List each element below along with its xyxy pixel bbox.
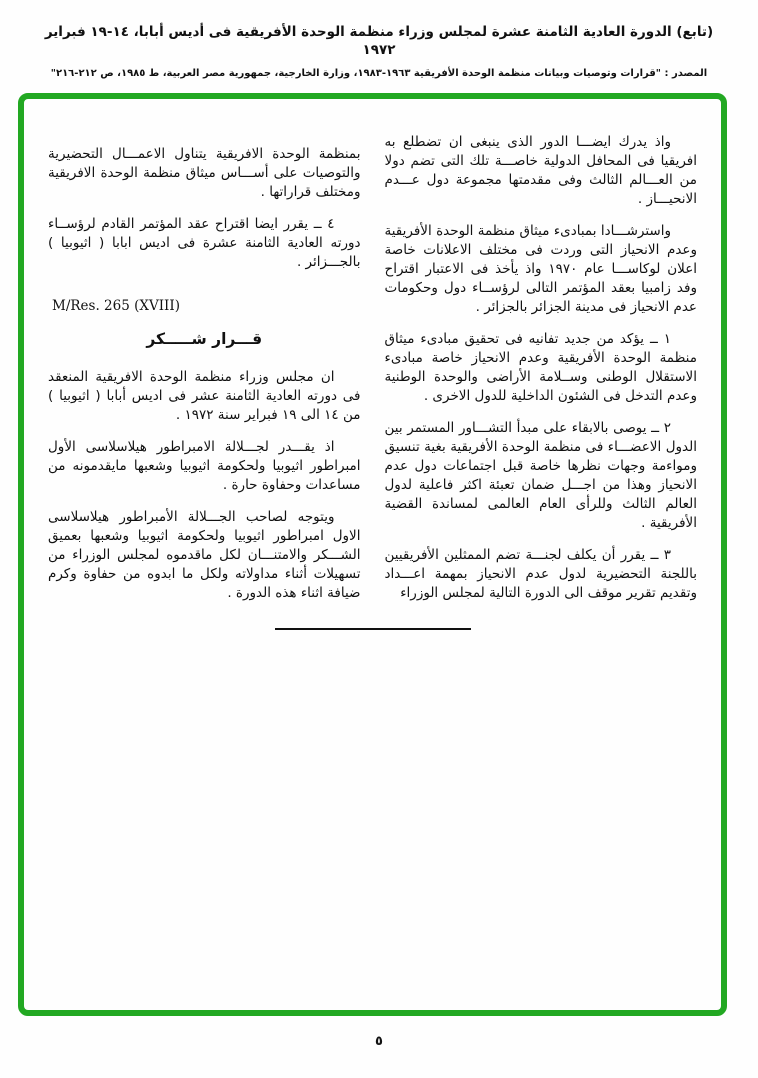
paragraph-appreciation: اذ يقـــدر لجـــلالة الامبراطور هيلاسلاسى الأول امبراطور اثيوبيا ولحكومة اثيوبيا وشعبها مايقدمونه من مساعدات وحفاوة حارة . [48, 439, 361, 493]
paragraph-item-2: ٢ ــ يوصى بالابقاء على مبدأ التشـــاور المستمر بين الدول الاعضـــاء فى منظمة الوحدة الأفريقية بغية تنسيق ومواءمة وجهات نظرها خاصة قبل اجتماعات دول عدم الانحياز وهذا من اجـــل ضمان تعبئة اكثر فاعلية لدول العالم الثالث وللرأى العام العالمى لمساندة القضية الأفريقية . [384, 420, 697, 531]
resolution-title: قـــرار شـــــكر [146, 330, 263, 348]
paragraph-preamble-charter: واسترشـــادا بمبادىء ميثاق منظمة الوحدة الأفريقية وعدم الانحياز التى وردت فى مختلف الاعلانات خاصة اعلان لوكاســـا عام ١٩٧٠ واذ يأخذ فى الاعتبار اقتراح وفد زامبيا بعقد المؤتمر التالى لرؤســاء دول وحكومات عدم الانحياز فى مدينة الجزائر بالجزائر . [384, 223, 697, 315]
column-left [48, 133, 361, 616]
paragraph-continuation: بمنظمة الوحدة الافريقية يتناول الاعمـــال التحضيرية والتوصيات على أســـاس ميثاق منظمة الوحدة الافريقية ومختلف قراراتها . [48, 146, 361, 200]
paragraph-item-4: ٤ ــ يقرر ايضا اقتراح عقد المؤتمر القادم لرؤســاء دورته العادية الثامنة عشرة فى اديس ابابا ( اثيوبيا ) بالجـــزائر . [48, 216, 361, 270]
column-right [385, 133, 698, 616]
end-divider [275, 628, 471, 630]
paragraph-preamble-role: واذ يدرك ايضـــا الدور الذى ينبغى ان تضطلع به افريقيا فى المحافل الدولية خاصـــة تلك التى تضم دولا من العـــالم الثالث وفى مقدمتها مجموعة دول عـــدم الانحيـــاز . [384, 134, 697, 207]
paragraph-gratitude: ويتوجه لصاحب الجـــلالة الأمبراطور هيلاسلاسى الاول امبراطور اثيوبيا ولحكومة اثيوبيا وشعبها بعميق الشـــكر والامتنـــان لكل ماقدموه لمجلس الوزراء من تسهيلات أثناء مداولاته ولكل ما ابدوه من حفاوة وكرم ضيافة اثناء هذه الدورة . [48, 509, 361, 601]
two-column-layout [24, 99, 721, 616]
paragraph-item-3: ٣ ــ يقرر أن يكلف لجنـــة تضم الممثلين الأفريقيين باللجنة التحضيرية لدول عدم الانحياز بمهمة اعـــداد وتقديم تقرير موقف الى الدورة التالية لمجلس الوزراء [384, 547, 697, 601]
page-number: ٥ [375, 1034, 383, 1049]
paragraph-item-1: ١ ــ يؤكد من جديد تفانيه فى تحقيق مبادىء ميثاق منظمة الوحدة الأفريقية وعدم الانحياز خاصة مبادىء الاستقلال الوطنى وســلامة الأراضى والوحدة الوطنية وعدم التدخل فى الشئون الداخلية للدول الاخرى . [384, 331, 697, 404]
resolution-reference: M/Res. 265 (XVIII) [52, 298, 180, 314]
page-header [0, 0, 758, 79]
paragraph-council-session: ان مجلس وزراء منظمة الوحدة الافريقية المنعقد فى دورته العادية الثامنة عشر فى اديس أبابا ( اثيوبيا ) من ١٤ الى ١٩ فبراير سنة ١٩٧٢ . [48, 369, 361, 423]
header-source: المصدر : "قرارات وتوصيات وبيانات منظمة الوحدة الأفريقية ١٩٦٣-١٩٨٣، وزارة الخارجية، جمهورية مصر العربية، ط ١٩٨٥، ص ٢١٢-٢١٦" [50, 68, 708, 80]
header-title: (تابع) الدورة العادية الثامنة عشرة لمجلس وزراء منظمة الوحدة الأفريقية فى أديس أبابا، ١٤-١٩ فبراير ١٩٧٢ [44, 24, 714, 58]
content-frame [18, 93, 727, 1016]
